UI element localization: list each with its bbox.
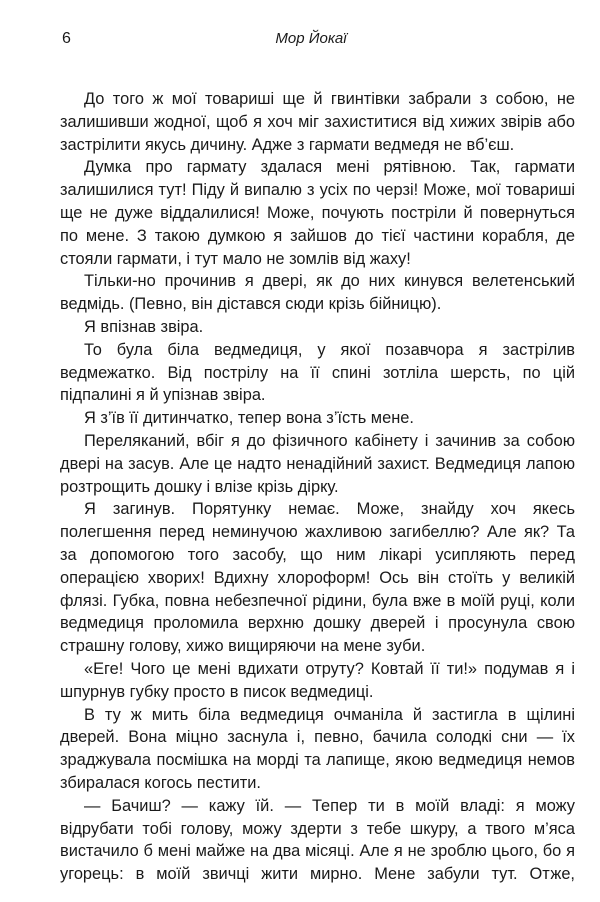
paragraph: То була біла ведмедиця, у якої позавчора я застрілив ведмежатко. Від пострілу на її спині зотліла шерсть, по цій підпалині я й упізнав звіра.	[60, 340, 575, 405]
running-title: Мор Йокаї	[275, 30, 347, 47]
paragraph: Я впізнав звіра.	[84, 317, 204, 336]
paragraph: Я загинув. Порятунку немає. Може, знайду хоч якесь полегшення перед неминучою жахливою загибеллю? Але як? Та за допомогою того засобу, що ним лікарі усипляють перед операцією хворих! Вдихну хлороформ! Ось він стоїть у великій флязі. Губка, повна небезпечної рідини, була вже в моїй руці, коли ведмедиця проломила верхню дошку дверей і просунула свою страшну голову, хижо вищиряючи на мене зуби.	[60, 500, 575, 656]
page-header	[62, 30, 560, 54]
paragraph: — Бачиш? — кажу їй. — Тепер ти в моїй владі: я можу відрубати тобі голову, можу здерти з тебе шкуру, а твого м’яса вистачило б мені майже на два місяці. Але я не зроблю цього, бо я угорець: в моїй звичці жити мирно. Мене забули тут. Отже,	[60, 796, 575, 884]
paragraph: «Еге! Чого це мені вдихати отруту? Ковтай її ти!» подумав я і шпурнув губку просто в писок ведмедиці.	[60, 659, 575, 701]
page-number: 6	[62, 30, 71, 47]
paragraph: Тільки-но прочинив я двері, як до них кинувся велетенський ведмідь. (Певно, він дістався сюди крізь бійницю).	[60, 272, 575, 314]
body-text	[60, 88, 575, 886]
paragraph: Я з’їв її дитинчатко, тепер вона з’їсть мене.	[84, 409, 414, 428]
paragraph: В ту ж мить біла ведмедиця очманіла й застигла в щілині дверей. Вона міцно заснула і, певно, бачила солодкі сни — їх зраджувала посмішка на морді та лапище, якою ведмедиця немов збиралася когось пестити.	[60, 705, 575, 792]
paragraph: Думка про гармату здалася мені рятівною. Так, гармати залишилися тут! Піду й випалю з усіх по черзі! Може, мої товариші ще не дуже віддалилися! Може, почують постріли й повернуться по мене. З такою думкою я зайшов до тієї частини корабля, де стояли гармати, і тут мало не зомлів від жаху!	[60, 158, 575, 268]
paragraph: До того ж мої товариші ще й гвинтівки забрали з собою, не залишивши жодної, щоб я хоч міг захиститися від хижих звірів або застрілити якусь дичину. Адже з гармати ведмедя не вб’єш.	[60, 90, 575, 154]
paragraph: Переляканий, вбіг я до фізичного кабінету і зачинив за собою двері на засув. Але це надто ненадійний захист. Ведмедиця лапою розтрощить дошку і влізе крізь дірку.	[60, 431, 575, 496]
